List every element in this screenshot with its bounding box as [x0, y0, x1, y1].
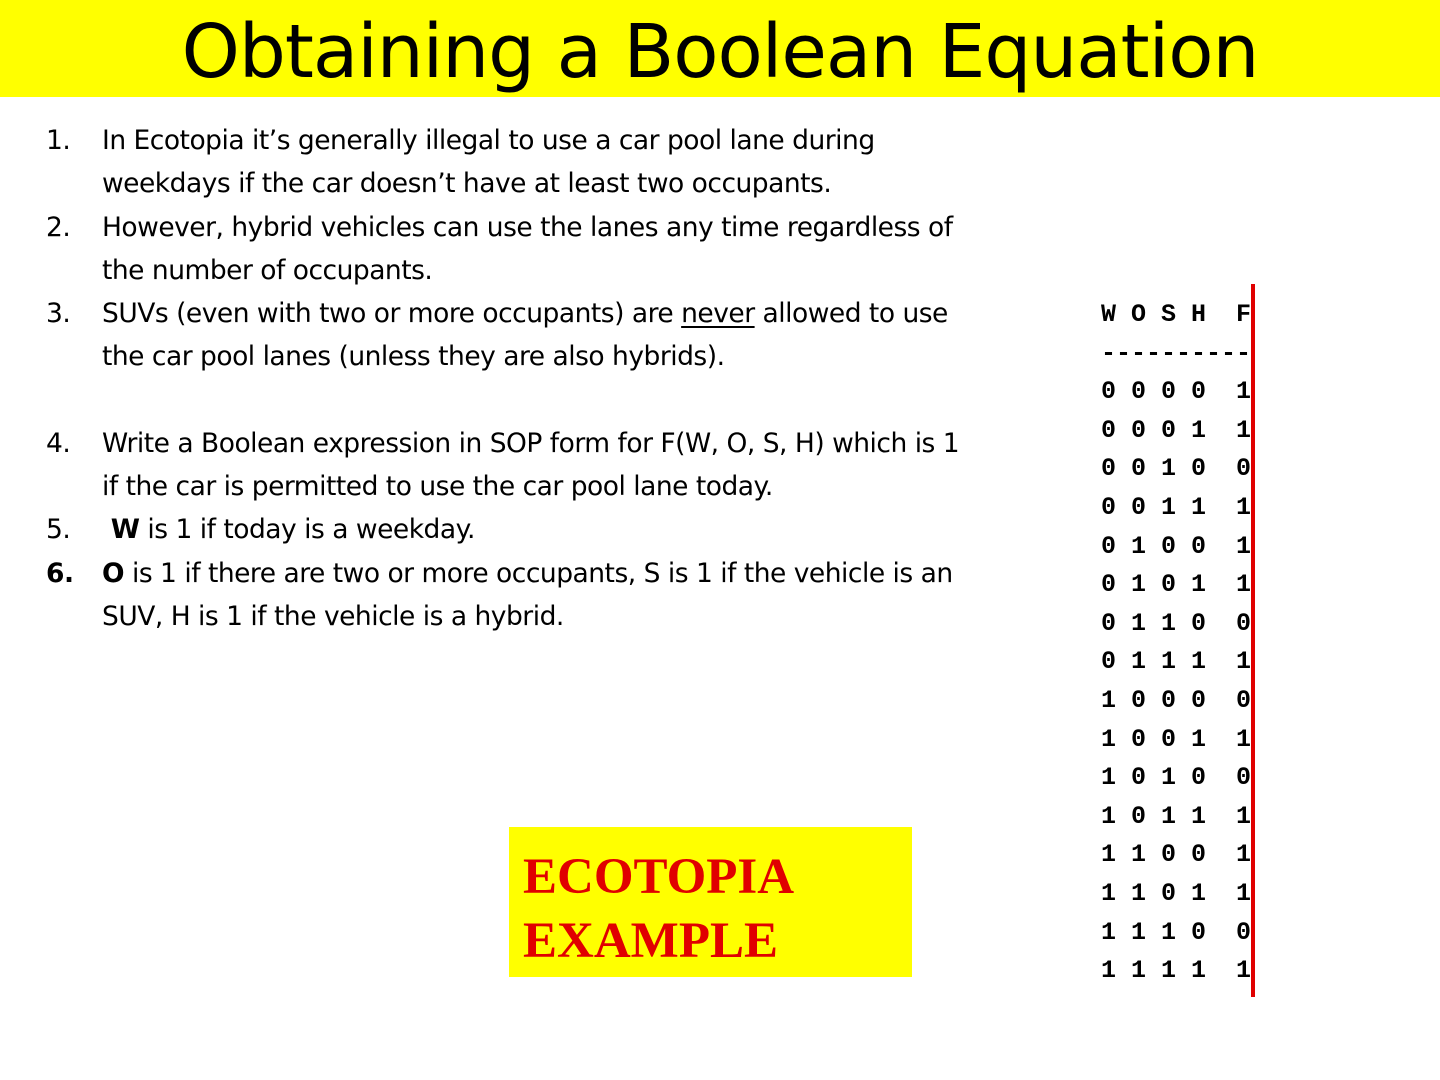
badge-text — [523, 845, 794, 973]
list-item-4 — [46, 422, 976, 509]
title-bar — [0, 0, 1440, 97]
list-item-6 — [46, 552, 976, 639]
table-row: 1 0 1 0 0 — [1101, 763, 1252, 793]
table-row: 0 1 0 1 1 — [1101, 570, 1252, 600]
bold-variable-o: O — [102, 557, 125, 589]
table-row: 0 0 0 1 1 — [1101, 415, 1252, 445]
truth-table-header: W O S H F — [1101, 300, 1252, 329]
list-item-text: In Ecotopia it’s generally illegal to use a car pool lane during weekdays if the car doesn’t have at least two occupants. — [102, 125, 875, 200]
list-number: 5. — [46, 514, 71, 546]
table-row: 0 1 0 0 1 — [1101, 531, 1252, 561]
problem-statement-list — [46, 119, 976, 638]
slide-title: Obtaining a Boolean Equation — [181, 9, 1259, 95]
underlined-word-never: never — [681, 298, 755, 330]
list-number: 6. — [46, 557, 74, 589]
badge-line-1: ECOTOPIA — [523, 849, 795, 905]
table-row: 0 1 1 0 0 — [1101, 608, 1252, 638]
table-row: 1 1 1 0 0 — [1101, 917, 1252, 947]
list-number: 2. — [46, 211, 71, 243]
list-item-text: Write a Boolean expression in SOP form for F(W, O, S, H) which is 1 if the car is permitted to use the car pool lane today. — [102, 427, 960, 503]
list-item-text: However, hybrid vehicles can use the lanes any time regardless of the number of occupants. — [102, 211, 953, 286]
truth-table-separator: ---------- — [1101, 338, 1252, 368]
table-row: 1 0 0 0 0 — [1101, 685, 1252, 715]
output-column-divider — [1251, 284, 1255, 997]
list-number: 3. — [46, 298, 71, 330]
list-item-5 — [46, 508, 976, 551]
table-row: 1 0 0 1 1 — [1101, 724, 1252, 754]
list-item-text-post: allowed to use the car pool lanes (unless they are also hybrids). — [102, 298, 948, 373]
table-row: 0 0 0 0 1 — [1101, 377, 1252, 407]
table-row: 0 0 1 1 1 — [1101, 492, 1252, 522]
list-item-text: is 1 if today is a weekday. — [139, 514, 475, 546]
table-row: 1 1 1 1 1 — [1101, 956, 1252, 986]
list-item-2 — [46, 206, 976, 293]
list-item-text-pre: SUVs (even with two or more occupants) are — [102, 298, 682, 330]
table-row: 0 1 1 1 1 — [1101, 647, 1252, 677]
bold-variable-w: W — [102, 514, 140, 546]
table-row: 1 1 0 0 1 — [1101, 840, 1252, 870]
list-item-text: is 1 if there are two or more occupants, S is 1 if the vehicle is an SUV, H is 1 if the vehicle is a hybrid. — [102, 557, 953, 632]
list-number: 1. — [46, 125, 71, 156]
table-row: 1 0 1 1 1 — [1101, 801, 1252, 831]
list-item-1 — [46, 119, 976, 206]
badge-line-2: EXAMPLE — [523, 913, 778, 969]
table-row: 1 1 0 1 1 — [1101, 878, 1252, 908]
ecotopia-example-badge — [509, 827, 912, 977]
table-row: 0 0 1 0 0 — [1101, 454, 1252, 484]
list-item-3 — [46, 292, 976, 379]
list-number: 4. — [46, 427, 71, 459]
truth-table — [1101, 296, 1251, 991]
